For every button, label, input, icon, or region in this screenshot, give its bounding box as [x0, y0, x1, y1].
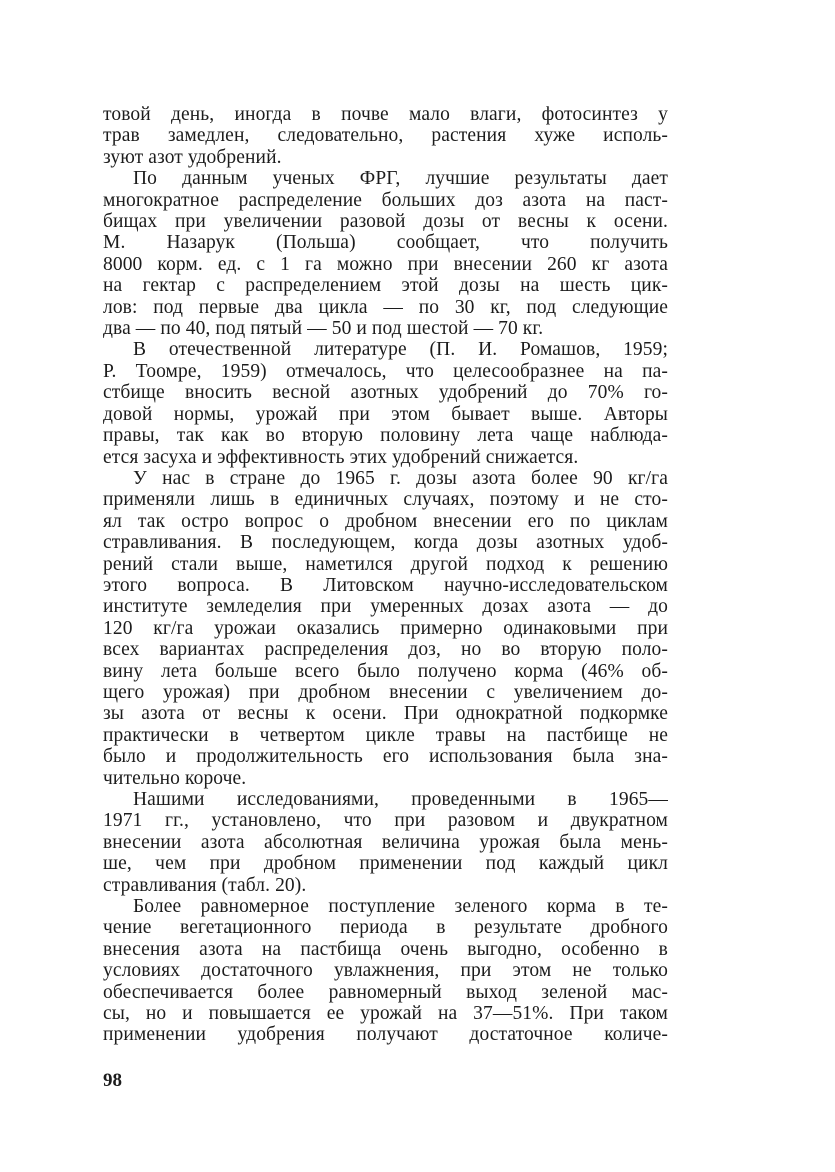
text-line: рений стали выше, наметился другой подход к решению	[103, 553, 668, 575]
text-line: условиях достаточного увлажнения, при этом не только	[103, 960, 668, 982]
text-line: Более равномерное поступление зеленого корма в те-	[133, 896, 668, 918]
text-line: довой нормы, урожай при этом бывает выше. Авторы	[103, 403, 668, 425]
text-line: ется засуха и эффективность этих удобрений снижается.	[103, 446, 579, 468]
text-line: В отечественной литературе (П. И. Ромашов, 1959;	[133, 339, 668, 361]
text-line: применяли лишь в единичных случаях, поэтому и не сто-	[103, 489, 668, 511]
paragraph	[103, 339, 668, 467]
text-line: многократное распределение больших доз азота на паст-	[103, 189, 668, 211]
text-line: стравливания. В последующем, когда дозы азотных удоб-	[103, 532, 668, 554]
text-line: 120 кг/га урожаи оказались примерно одинаковыми при	[103, 617, 668, 639]
text-line: бищах при увеличении разовой дозы от весны к осени.	[103, 211, 668, 233]
text-line: внесения азота на пастбища очень выгодно, особенно в	[103, 938, 668, 960]
text-line: чительно короче.	[103, 767, 247, 789]
text-line: стбище вносить весной азотных удобрений до 70% го-	[103, 382, 668, 404]
text-line: этого вопроса. В Литовском научно-исследовательском	[103, 574, 668, 596]
paragraph	[103, 789, 668, 896]
text-line: 1971 гг., установлено, что при разовом и двукратном	[103, 810, 668, 832]
text-line: Нашими исследованиями, проведенными в 1965—	[133, 789, 668, 810]
text-line: применении удобрения получают достаточное количе-	[103, 1024, 668, 1046]
paragraph	[103, 104, 668, 168]
text-line: обеспечивается более равномерный выход зеленой мас-	[103, 981, 668, 1003]
text-line: щего урожая) при дробном внесении с увеличением до-	[103, 681, 668, 703]
text-line: У нас в стране до 1965 г. дозы азота более 90 кг/га	[133, 467, 668, 489]
text-line: два — по 40, под пятый — 50 и под шестой — 70 кг.	[103, 318, 544, 340]
text-line: Р. Тоомре, 1959) отмечалось, что целесообразнее на па-	[103, 360, 668, 382]
text-line: ше, чем при дробном применении под каждый цикл	[103, 853, 668, 875]
text-line: практически в четвертом цикле травы на пастбище не	[103, 724, 668, 746]
paragraph	[103, 896, 668, 1046]
paragraph	[103, 168, 668, 339]
text-line: зы азота от весны к осени. При однократной подкормке	[103, 703, 668, 725]
text-line: По данным ученых ФРГ, лучшие результаты дает	[133, 168, 668, 190]
text-line: внесении азота абсолютная величина урожая была мень-	[103, 831, 668, 853]
text-line: на гектар с распределением этой дозы на шесть цик-	[103, 275, 668, 297]
text-line: чение вегетационного периода в результате дробного	[103, 917, 668, 939]
text-line: товой день, иногда в почве мало влаги, фотосинтез у	[103, 104, 668, 125]
text-line: ял так остро вопрос о дробном внесении его по циклам	[103, 510, 668, 532]
text-line: сы, но и повышается ее урожай на 37—51%. При таком	[103, 1003, 668, 1025]
text-line: стравливания (табл. 20).	[103, 874, 307, 896]
text-line: всех вариантах распределения доз, но во вторую поло-	[103, 639, 668, 661]
text-line: правы, так как во вторую половину лета чаще наблюда-	[103, 425, 668, 447]
text-line: 8000 корм. ед. с 1 га можно при внесении 260 кг азота	[103, 253, 668, 275]
text-line: вину лета больше всего было получено корма (46% об-	[103, 660, 668, 682]
text-line: зуют азот удобрений.	[103, 146, 282, 168]
text-line: лов: под первые два цикла — по 30 кг, под следующие	[103, 296, 668, 318]
text-line: институте земледелия при умеренных дозах азота — до	[103, 596, 668, 618]
paragraph	[103, 468, 668, 789]
text-line: трав замедлен, следовательно, растения хуже исполь-	[103, 125, 668, 147]
body-text	[103, 104, 668, 1046]
page-number: 98	[103, 1070, 122, 1091]
text-line: было и продолжительность его использования была зна-	[103, 746, 668, 768]
text-line: М. Назарук (Польша) сообщает, что получить	[103, 232, 668, 254]
